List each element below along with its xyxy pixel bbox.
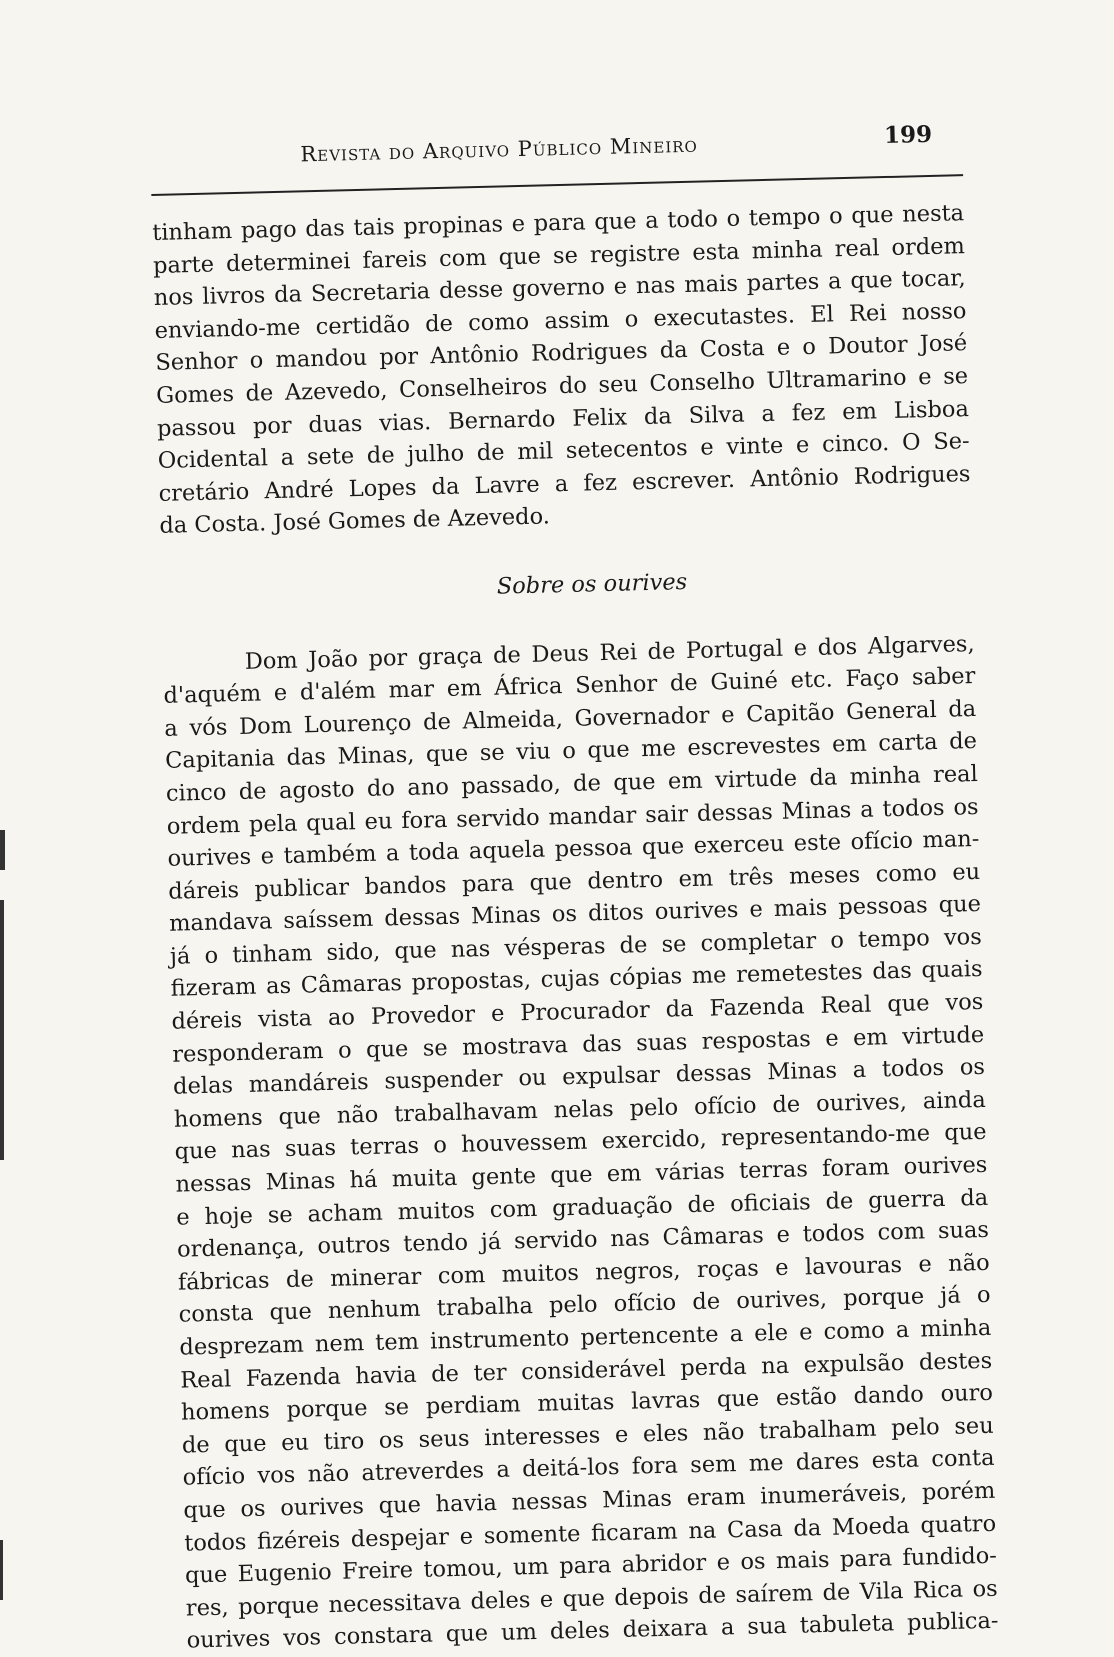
text-line: delas mandáreis suspender ou expulsar dessas Minas a todos os (172, 1054, 986, 1100)
text-line: consta que nenhum trabalha pelo ofício de ourives, porque já o (178, 1282, 991, 1329)
text-line: Gomes de Azevedo, Conselheiros do seu Conselho Ultramarino e se (155, 363, 969, 409)
text-line: res, porque necessitava deles e que depois de saírem de Vila Rica os (185, 1575, 998, 1622)
text-line: d'aquém e d'além mar em África Senhor de Guiné etc. Faço saber (163, 663, 976, 709)
text-line: da Costa. José Gomes de Azevedo. (159, 503, 551, 540)
text-line: ordem pela qual eu fora servido mandar sair dessas Minas a todos os (166, 793, 979, 840)
text-line: ourives e também a toda aquela pessoa que exerceu este ofício man- (167, 826, 980, 872)
page-edge-mark (0, 900, 4, 1160)
text-line: ofício vos não atreverdes a deitá-los fora sem me dares esta conta (182, 1445, 995, 1491)
text-line: fábricas de minerar com muitos negros, roças e lavouras e não (177, 1249, 990, 1296)
page-header (150, 120, 963, 196)
text-line: a vós Dom Lourenço de Almeida, Governador e Capitão General da (164, 695, 977, 742)
text-line: nessas Minas há muita gente que em várias terras foram ourives (175, 1151, 988, 1198)
body-text (152, 197, 999, 1657)
text-line: parte determinei fareis com que se registre esta minha real ordem (152, 232, 966, 279)
text-line: fizeram as Câmaras propostas, cujas cópias me remetestes das quais (170, 956, 983, 1003)
text-line: homens porque se perdiam muitas lavras que estão dando ouro (180, 1379, 994, 1426)
text-line: Capitania das Minas, que se viu o que me escrevestes em carta de (164, 728, 978, 775)
text-line: mandava saíssem dessas Minas os ditos ourives e mais pessoas que (168, 891, 982, 938)
page-edge-mark (0, 1540, 3, 1600)
text-line: responderam o que se mostrava das suas respostas e em virtude (172, 1021, 985, 1068)
text-line: ourives vos constara que um deles deixara a sua tabuleta publica- (186, 1608, 999, 1654)
text-line: desprezam nem tem instrumento pertencente a ele e como a minha (179, 1314, 992, 1361)
text-line: Dom João por graça de Deus Rei de Portugal e dos Algarves, (244, 630, 975, 675)
paragraph (152, 197, 972, 543)
text-line: ordenança, outros tendo já servido nas Câmaras e todos com suas (176, 1217, 990, 1263)
text-line: Senhor o mandou por Antônio Rodrigues da Costa e o Doutor José (155, 330, 968, 377)
page (150, 120, 999, 1657)
page-edge-mark (0, 830, 5, 870)
text-line: que os ourives que havia nessas Minas eram inumeráveis, porém (183, 1477, 996, 1524)
text-line: que Eugenio Freire tomou, um para abridor e os mais para fundido- (184, 1542, 998, 1589)
text-line: homens que não trabalhavam nelas pelo ofício de ourives, ainda (173, 1086, 987, 1133)
text-line: tinham pago das tais propinas e para que a todo o tempo o que nesta (151, 200, 965, 246)
text-line: que nas suas terras o houvessem exercido, representando-me que (174, 1119, 987, 1166)
text-line: Real Fazenda havia de ter considerável perda na expulsão destes (179, 1347, 993, 1394)
text-line: dáreis publicar bandos para que dentro em três meses como eu (168, 858, 981, 905)
paragraph (162, 628, 998, 1657)
page-number: 199 (883, 120, 933, 150)
text-line: de que eu tiro os seus interesses e eles não trabalham pelo seu (181, 1412, 994, 1459)
text-line: déreis vista ao Provedor e Procurador da Fazenda Real que vos (171, 988, 984, 1035)
text-line: cinco de agosto do ano passado, de que em virtude da minha real (165, 760, 979, 807)
text-line: enviando-me certidão de como assim o executastes. El Rei nosso (154, 297, 967, 344)
text-line: e hoje se acham muitos com graduação de oficiais de guerra da (176, 1184, 989, 1231)
section-title: Sobre os ourives (496, 568, 688, 600)
running-head: Revista do Arquivo Público Mineiro (300, 132, 699, 167)
text-line: nos livros da Secretaria desse governo e nas mais partes a que tocar, (153, 265, 966, 312)
text-line: cretário André Lopes da Lavre a fez escrever. Antônio Rodrigues (158, 460, 971, 507)
text-line: todos fizéreis despejar e somente ficaram na Casa da Moeda quatro (183, 1510, 997, 1557)
text-line: passou por duas vias. Bernardo Felix da Silva a fez em Lisboa (156, 395, 970, 442)
text-line: já o tinham sido, que nas vésperas de se completar o tempo vos (169, 923, 983, 970)
text-line: Ocidental a sete de julho de mil setecentos e vinte e cinco. O Se- (157, 428, 970, 475)
